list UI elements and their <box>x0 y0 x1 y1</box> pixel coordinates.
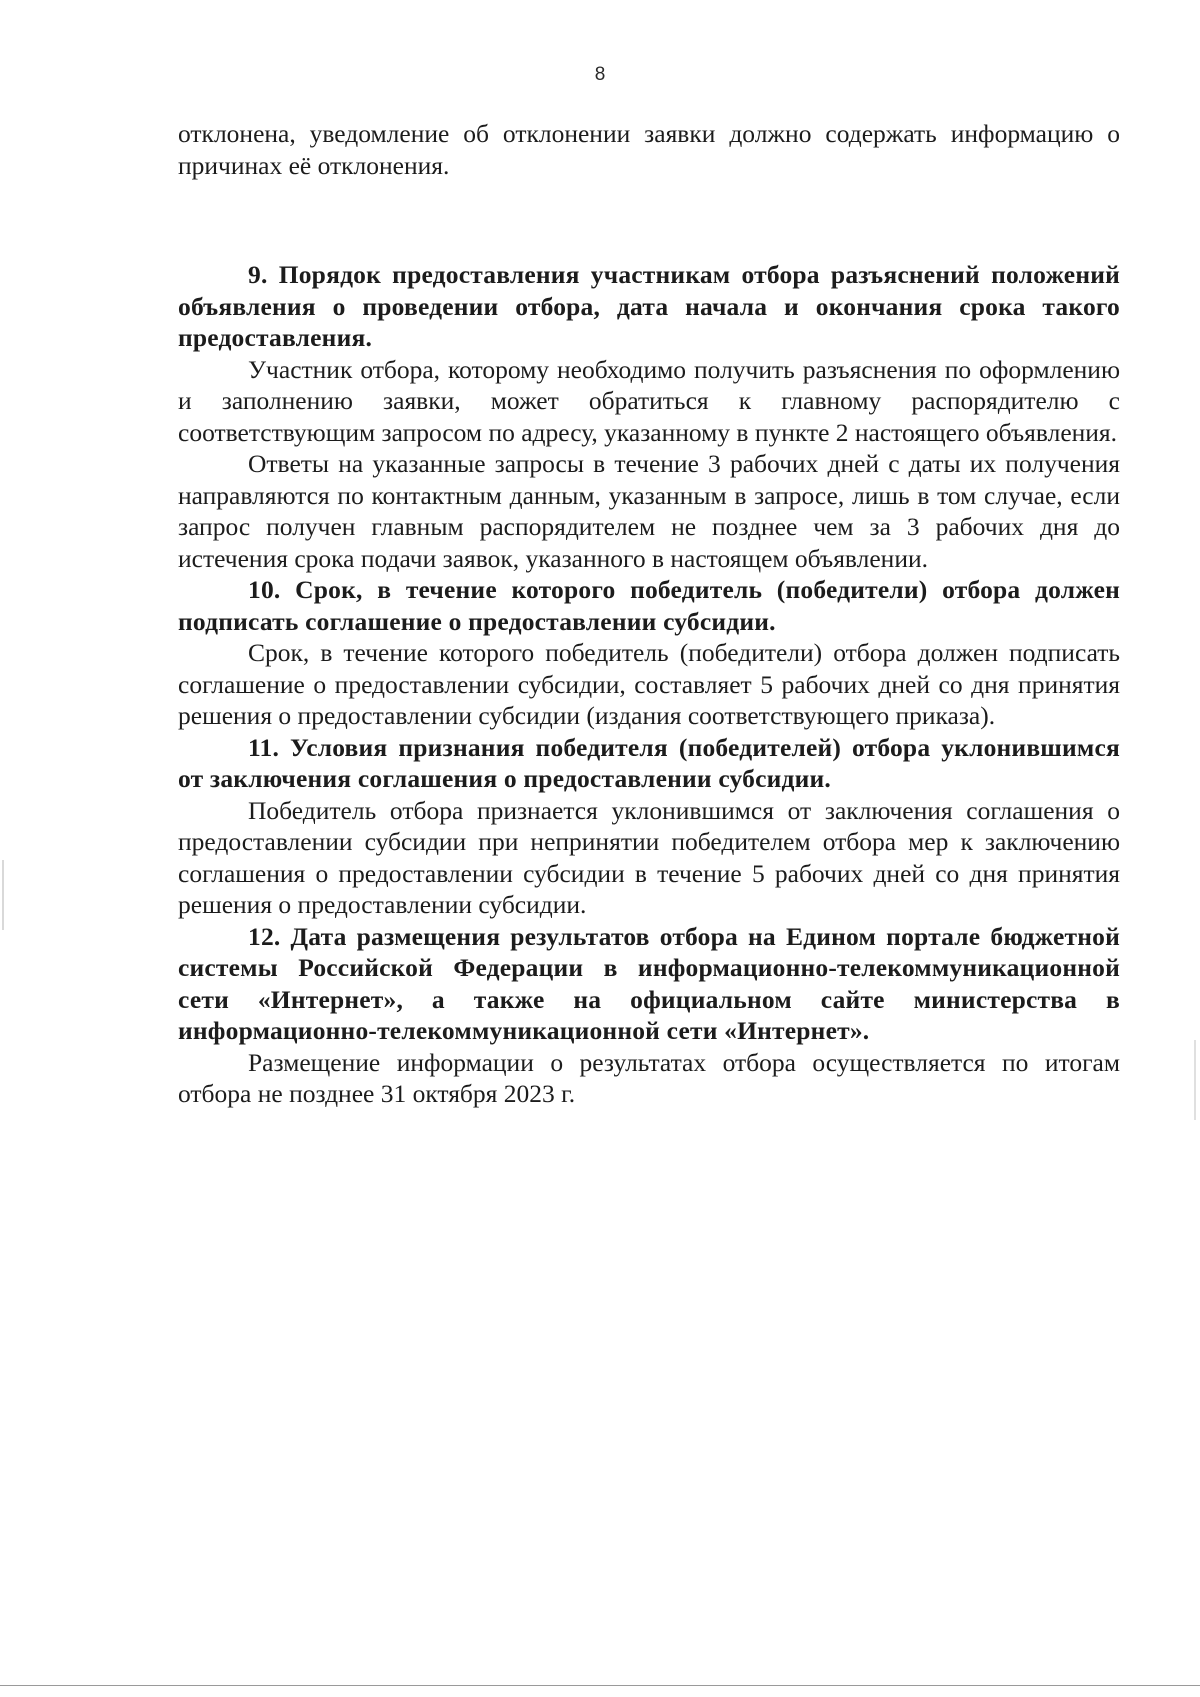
section-11-paragraph-1: Победитель отбора признается уклонившимся от заключения соглашения о предоставлении субсидии при непринятии победителем отбора мер к заключению соглашения о предоставлении субсидии в течение 5 рабочих дней со дня принятия решения о предоставлении субсидии. <box>178 795 1120 919</box>
section-10-heading: 10. Срок, в течение которого победитель (победители) отбора должен подписать соглашение о предоставлении субсидии. <box>178 575 1120 636</box>
section-12-paragraph-1: Размещение информации о результатах отбора осуществляется по итогам отбора не позднее 31 октября 2023 г. <box>178 1047 1120 1108</box>
section-9-paragraph-2: Ответы на указанные запросы в течение 3 рабочих дней с даты их получения направляются по контактным данным, указанным в запросе, лишь в том случае, если запрос получен главным распорядителем не позднее чем за 3 рабочих дня до истечения срока подачи заявок, указанного в настоящем объявлении. <box>178 449 1120 573</box>
page-number: 8 <box>594 64 606 85</box>
section-9-paragraph-1: Участник отбора, которому необходимо получить разъяснения по оформлению и заполнению заявки, может обратиться к главному распорядителю с соответствующим запросом по адресу, указанному в пункте 2 настоящего объявления. <box>178 354 1120 447</box>
scan-bottom-edge <box>0 1685 1200 1686</box>
section-10-paragraph-1: Срок, в течение которого победитель (победители) отбора должен подписать соглашение о предоставлении субсидии, составляет 5 рабочих дней со дня принятия решения о предоставлении субсидии (издания соответствующего приказа). <box>178 638 1120 730</box>
section-12-heading: 12. Дата размещения результатов отбора на Едином портале бюджетной системы Российской Федерации в информационно-телекоммуникационной сети «Интернет», а также на официальном сайте министерства в информационно-телекоммуникационной сети «Интернет». <box>178 921 1120 1045</box>
document-body <box>178 118 1120 1110</box>
paragraph-intro: отклонена, уведомление об отклонении заявки должно содержать информацию о причинах её отклонения. <box>178 119 1120 180</box>
scan-edge-mark-right <box>1194 1040 1196 1120</box>
section-9-heading: 9. Порядок предоставления участникам отбора разъяснений положений объявления о проведении отбора, дата начала и окончания срока такого предоставления. <box>178 260 1120 352</box>
scan-edge-mark-left <box>2 860 4 930</box>
section-11-heading: 11. Условия признания победителя (победителей) отбора уклонившимся от заключения соглашения о предоставлении субсидии. <box>178 732 1120 793</box>
